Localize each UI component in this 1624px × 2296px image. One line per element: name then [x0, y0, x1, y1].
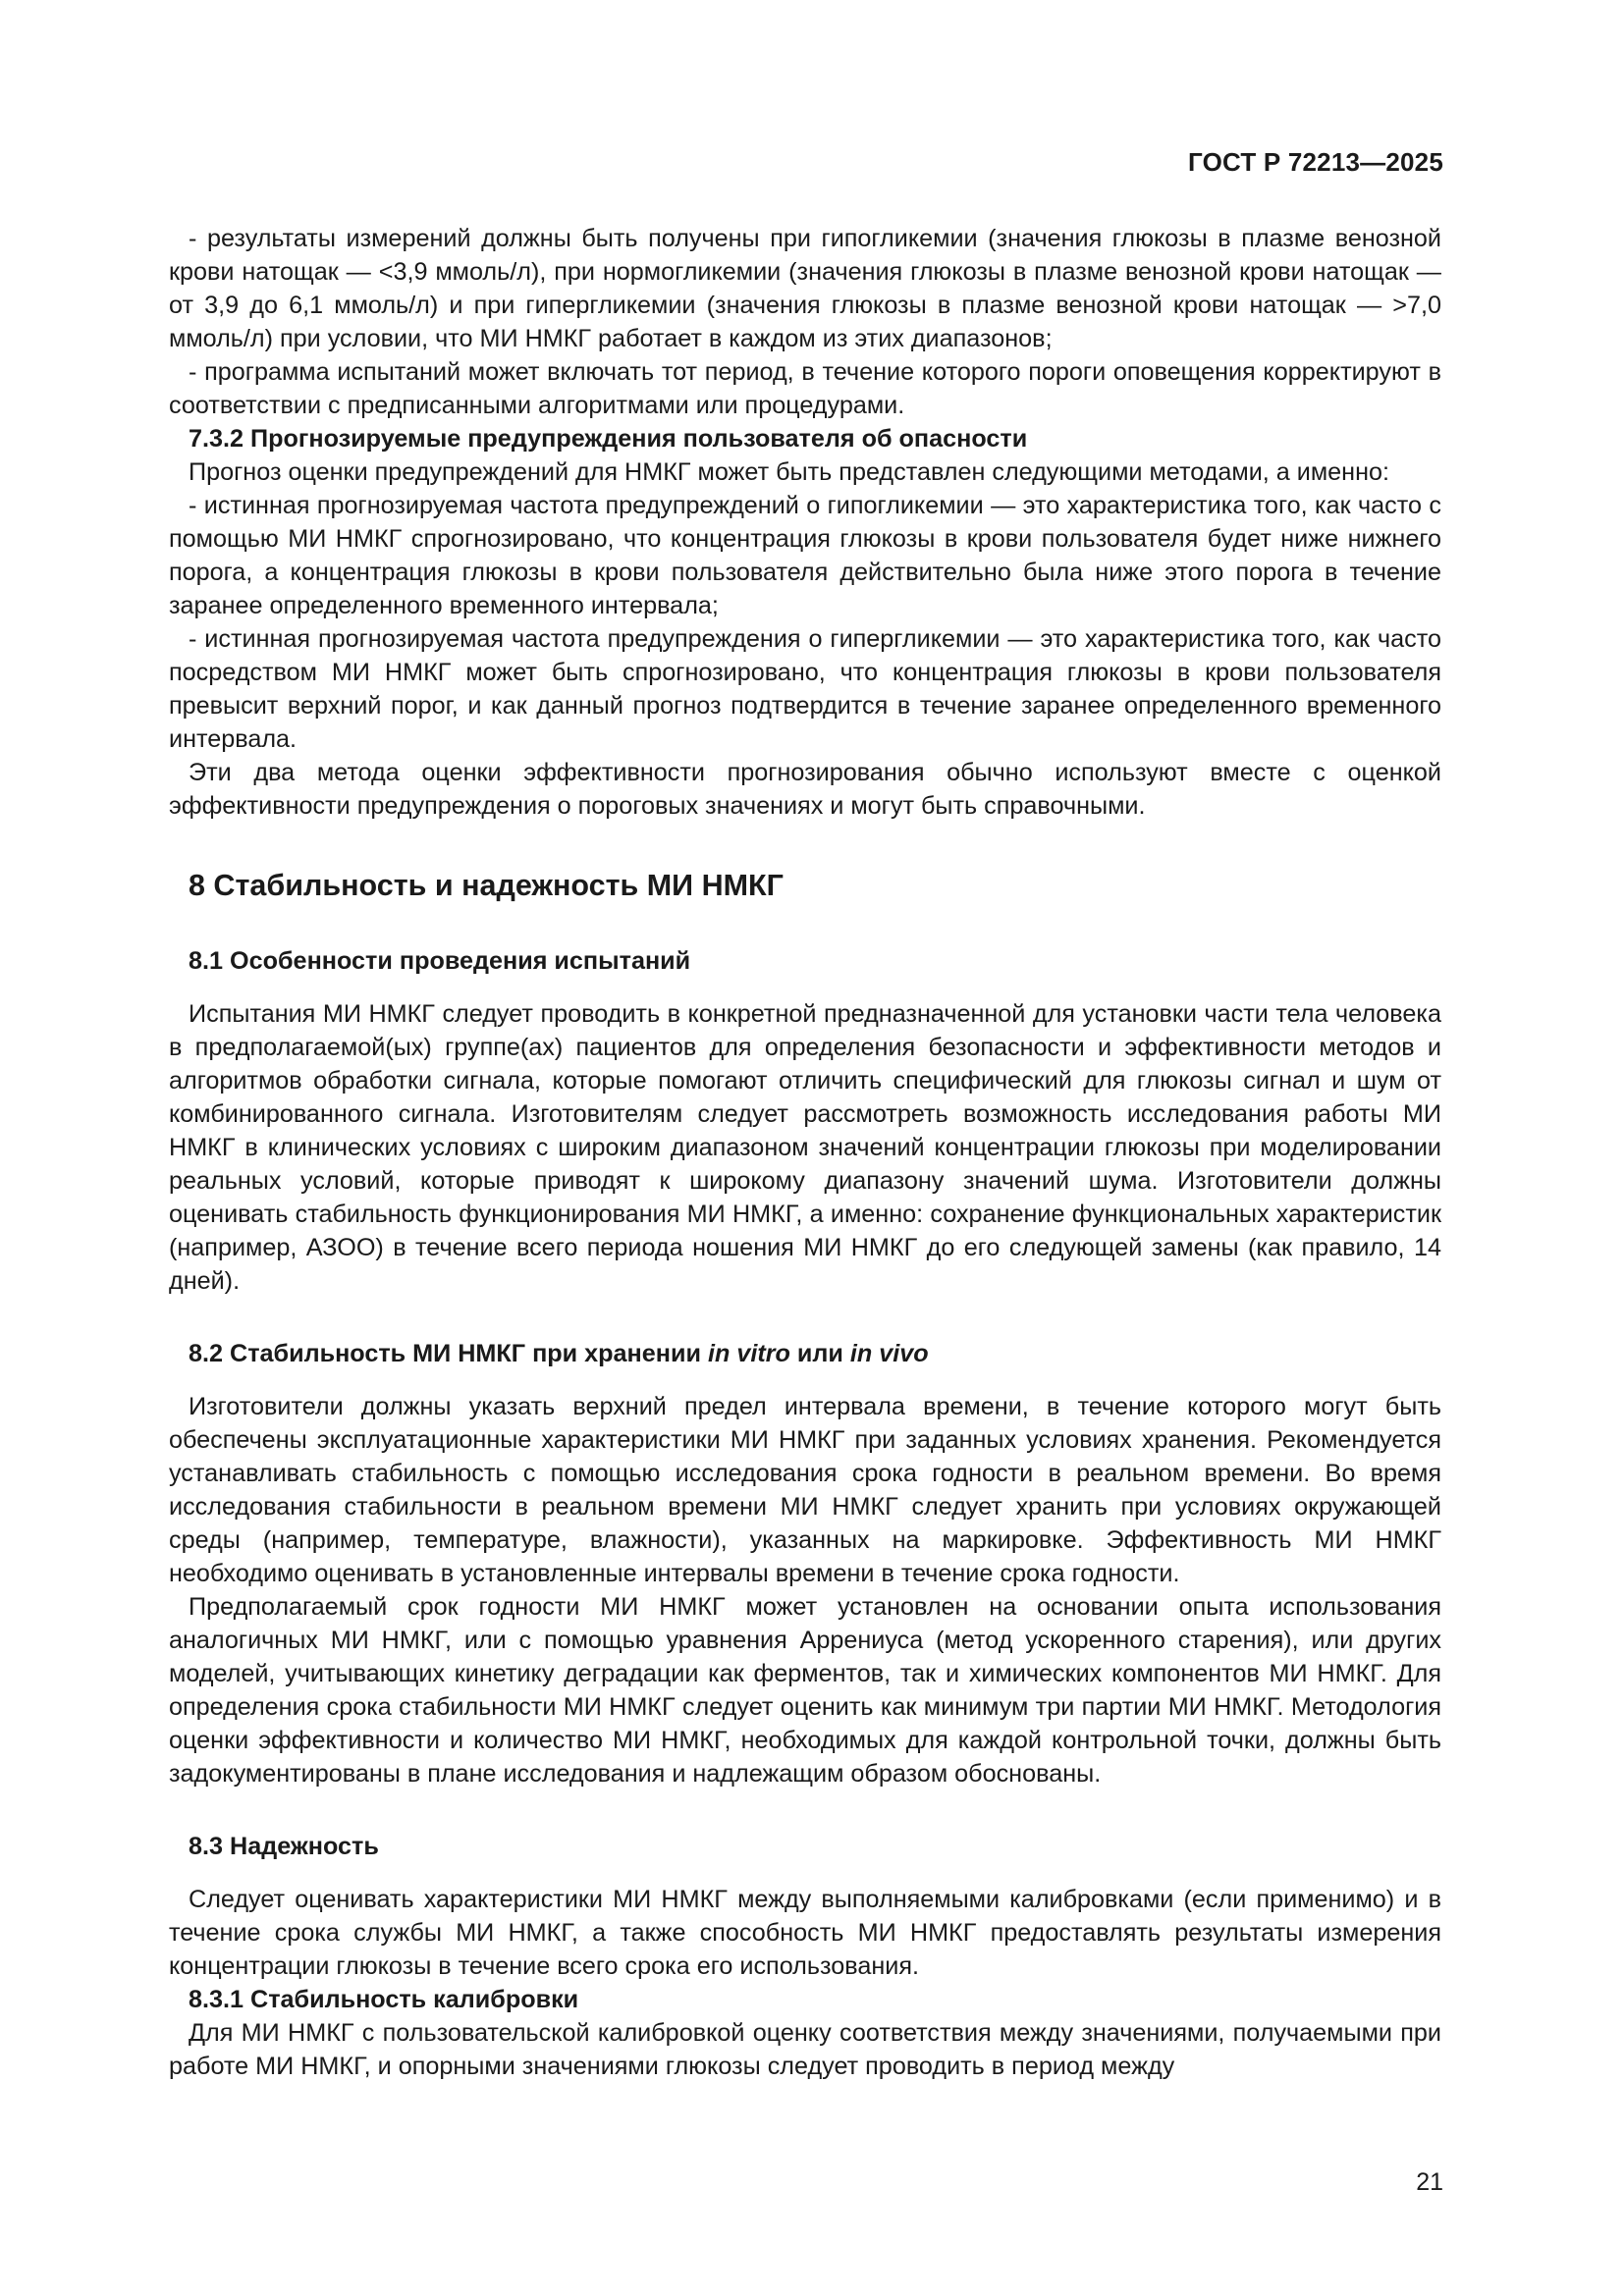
paragraph: Эти два метода оценки эффективности прогнозирования обычно используют вместе с оценкой эффективности предупреждения о пороговых значениях и могут быть справочными.: [169, 759, 1441, 820]
heading-italic-term: in vitro: [707, 1340, 790, 1367]
section-heading-8: 8 Стабильность и надежность МИ НМКГ: [189, 869, 784, 902]
paragraph: Испытания МИ НМКГ следует проводить в конкретной предназначенной для установки части тела человека в предполагаемой(ых) группе(ах) пациентов для определения безопасности и эффективности методов и алгоритмов обработки сигнала, которые помогают отличить специфический для глюкозы сигнал и шум от комбинированного сигнала. Изготовителям следует рассмотреть возможность исследования работы МИ НМКГ в клинических условиях с широким диапазоном значений концентрации глюкозы при моделировании реальных условий, которые приводят к широкому диапазону значений шума. Изготовители должны оценивать стабильность функционирования МИ НМКГ, а именно: сохранение функциональных характеристик (например, АЗОО) в течение всего периода ношения МИ НМКГ до его следующей замены (как правило, 14 дней).: [169, 1000, 1441, 1295]
subsection-heading-8-3-1: 8.3.1 Стабильность калибровки: [189, 1986, 579, 2013]
subsection-heading-8-3: 8.3 Надежность: [189, 1833, 379, 1860]
heading-text: или: [789, 1340, 850, 1367]
paragraph: Прогноз оценки предупреждений для НМКГ может быть представлен следующими методами, а именно:: [189, 458, 1389, 486]
list-item: - программа испытаний может включать тот период, в течение которого пороги оповещения корректируют в соответствии с предписанными алгоритмами или процедурами.: [169, 358, 1441, 419]
paragraph: Изготовители должны указать верхний предел интервала времени, в течение которого могут быть обеспечены эксплуатационные характеристики МИ НМКГ при заданных условиях хранения. Рекомендуется устанавливать стабильность с помощью исследования срока годности в реальном времени. Во время исследования стабильности в реальном времени МИ НМКГ следует хранить при условиях окружающей среды (например, температуре, влажности), указанных на маркировке. Эффективность МИ НМКГ необходимо оценивать в установленные интервалы времени в течение срока годности.: [169, 1393, 1441, 1587]
page-number: 21: [1416, 2168, 1443, 2196]
heading-italic-term: in vivo: [849, 1340, 929, 1367]
subsection-heading-7-3-2: 7.3.2 Прогнозируемые предупреждения пользователя об опасности: [189, 425, 1028, 453]
list-item: - истинная прогнозируемая частота предупреждения о гипергликемии — это характеристика того, как часто посредством МИ НМКГ может быть спрогнозировано, что концентрация глюкозы в крови пользователя превысит верхний порог, и как данный прогноз подтвердится в течение заранее определенного временного интервала.: [169, 625, 1441, 753]
paragraph: Для МИ НМКГ с пользовательской калибровкой оценку соответствия между значениями, получаемыми при работе МИ НМКГ, и опорными значениями глюкозы следует проводить в период между: [169, 2019, 1441, 2080]
document-body: [169, 222, 1441, 2083]
subsection-heading-8-1: 8.1 Особенности проведения испытаний: [189, 947, 691, 975]
heading-text: 8.2 Стабильность МИ НМКГ при хранении: [189, 1340, 708, 1367]
paragraph: Следует оценивать характеристики МИ НМКГ между выполняемыми калибровками (если применимо) и в течение срока службы МИ НМКГ, а также способность МИ НМКГ предоставлять результаты измерения концентрации глюкозы в течение всего срока его использования.: [169, 1886, 1441, 1980]
list-item: - истинная прогнозируемая частота предупреждений о гипогликемии — это характеристика того, как часто с помощью МИ НМКГ спрогнозировано, что концентрация глюкозы в крови пользователя будет ниже нижнего порога, а концентрация глюкозы в крови пользователя действительно была ниже этого порога в течение заранее определенного временного интервала;: [169, 492, 1441, 619]
list-item: - результаты измерений должны быть получены при гипогликемии (значения глюкозы в плазме венозной крови натощак — <3,9 ммоль/л), при нормогликемии (значения глюкозы в плазме венозной крови натощак — от 3,9 до 6,1 ммоль/л) и при гипергликемии (значения глюкозы в плазме венозной крови натощак — >7,0 ммоль/л) при условии, что МИ НМКГ работает в каждом из этих диапазонов;: [169, 225, 1441, 352]
document-header-id: ГОСТ Р 72213—2025: [1188, 147, 1443, 177]
subsection-heading-8-2: [189, 1337, 1441, 1370]
paragraph: Предполагаемый срок годности МИ НМКГ может установлен на основании опыта использования аналогичных МИ НМКГ, или с помощью уравнения Аррениуса (метод ускоренного старения), или других моделей, учитывающих кинетику деградации как ферментов, так и химических компонентов МИ НМКГ. Для определения срока стабильности МИ НМКГ следует оценить как минимум три партии МИ НМКГ. Методология оценки эффективности и количество МИ НМКГ, необходимых для каждой контрольной точки, должны быть задокументированы в плане исследования и надлежащим образом обоснованы.: [169, 1593, 1441, 1788]
